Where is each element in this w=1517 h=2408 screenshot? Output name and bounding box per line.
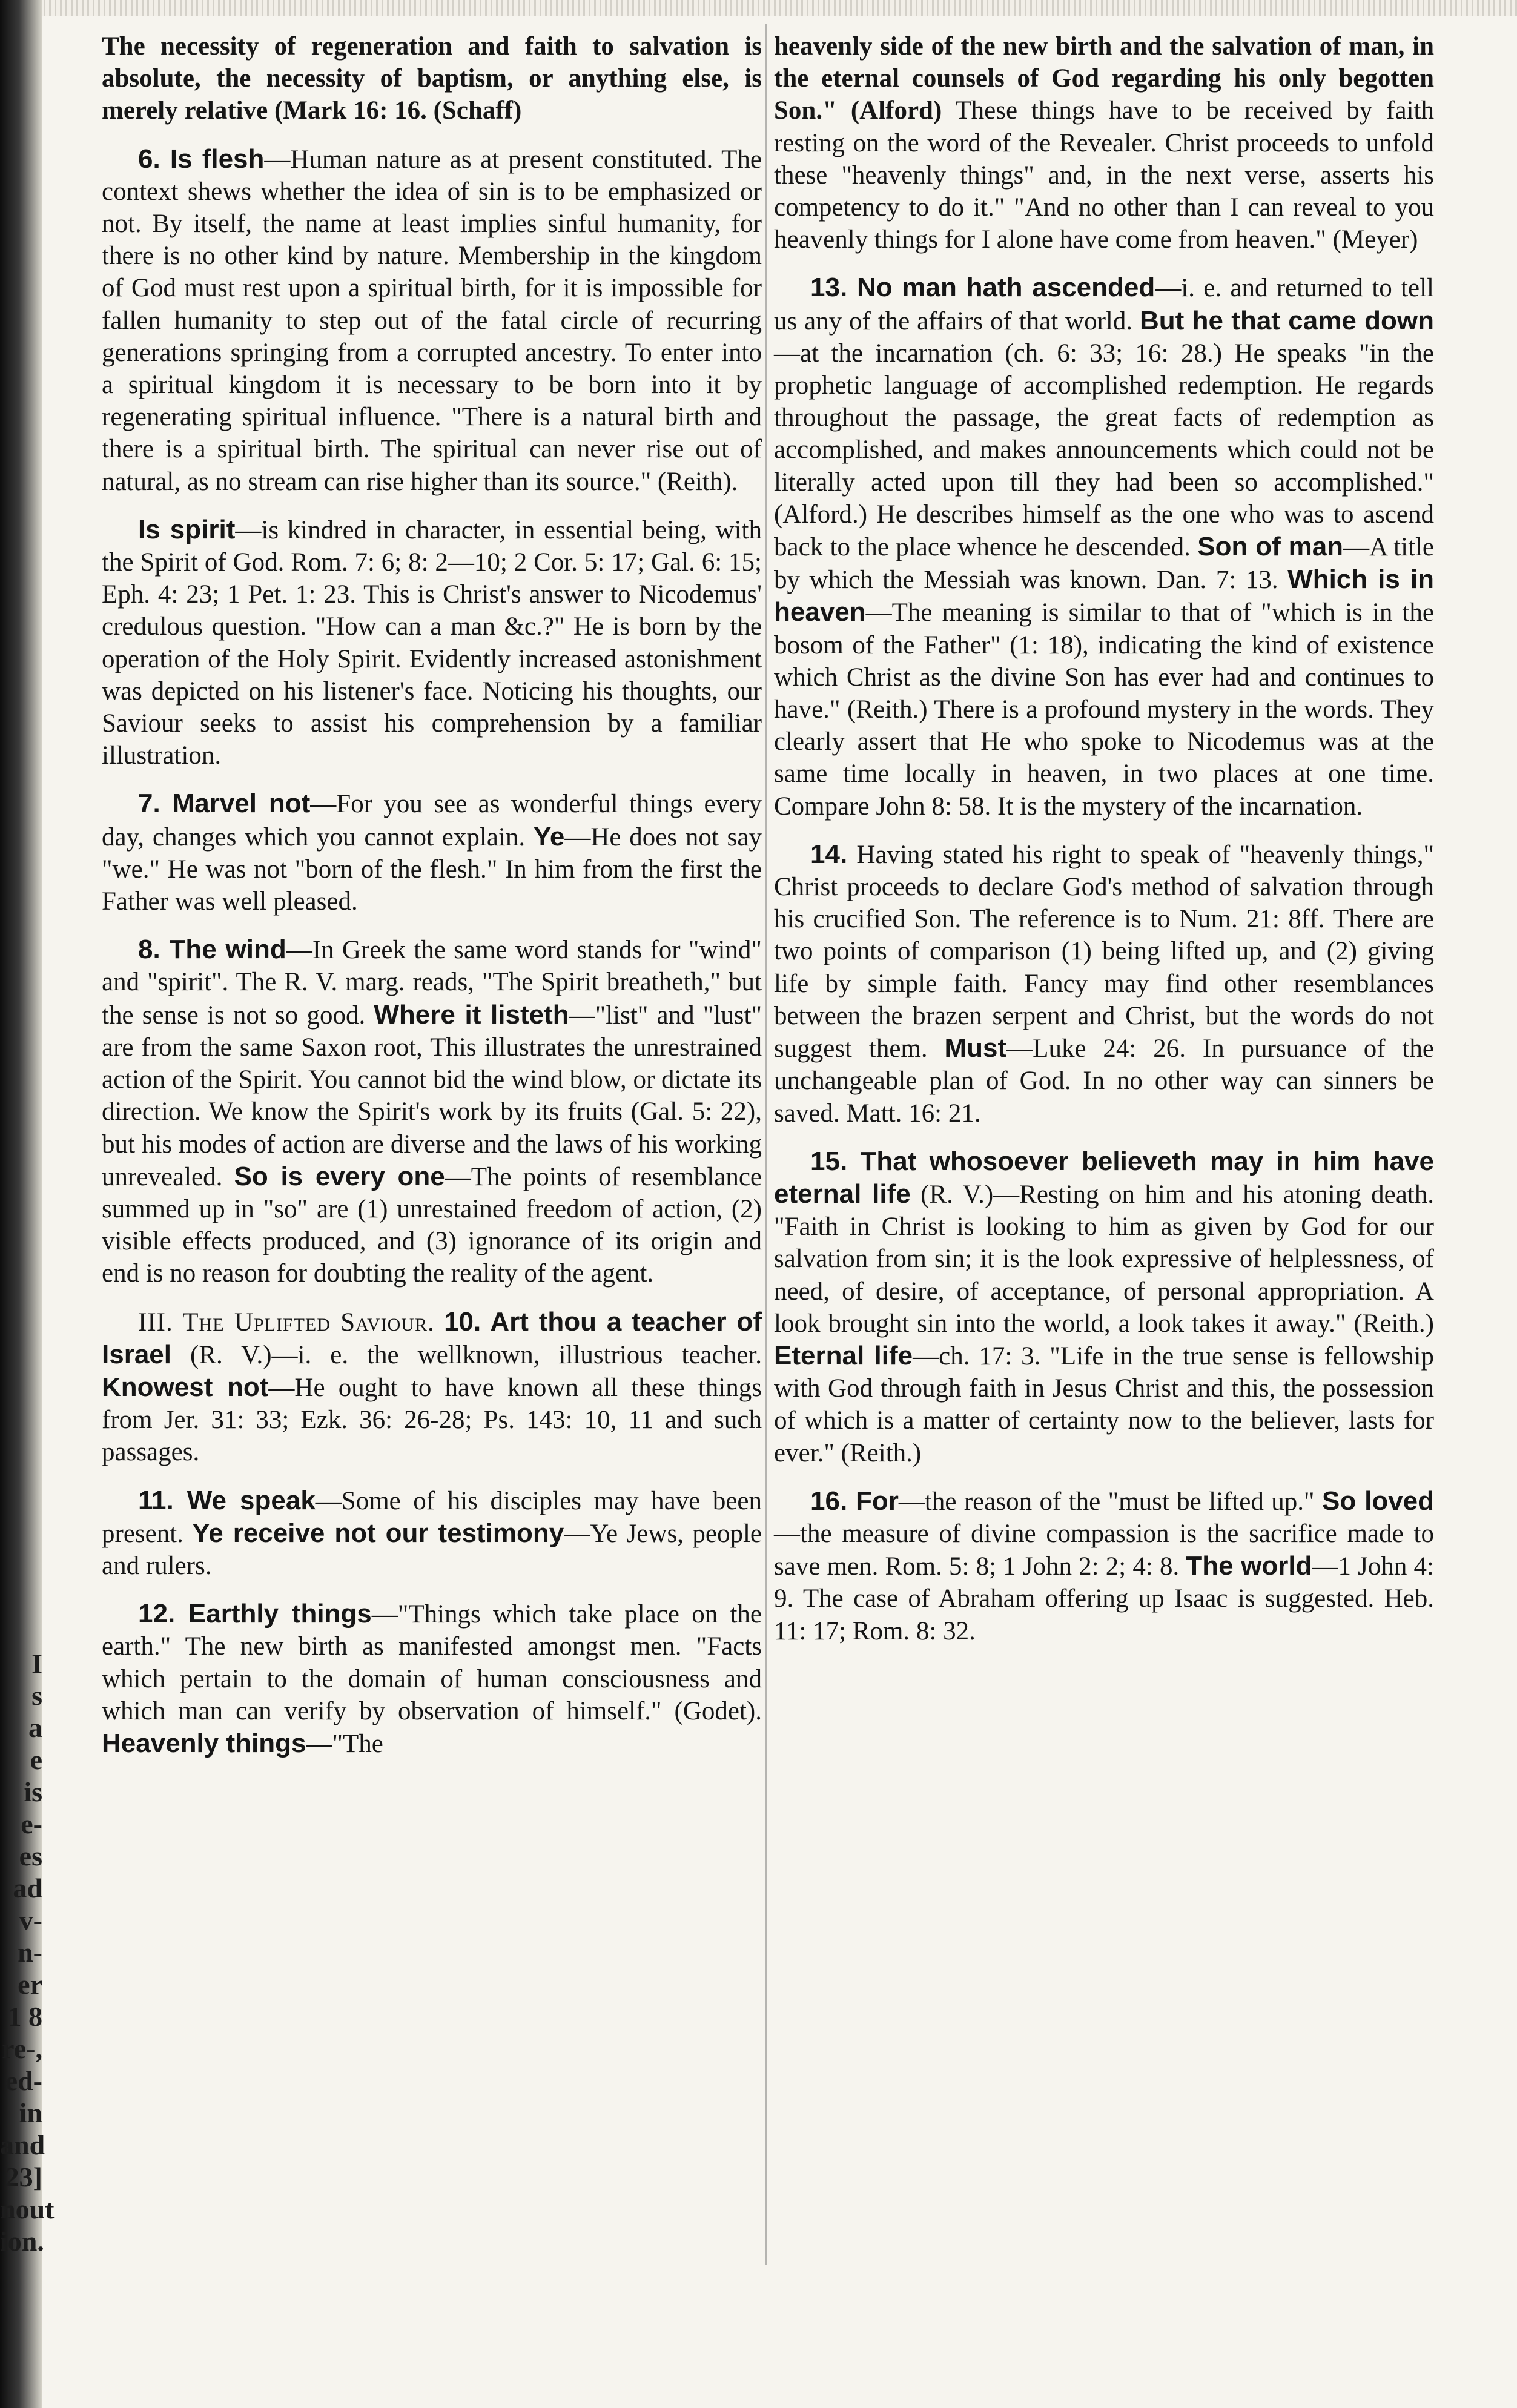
margin-fragment: 1 8 bbox=[7, 2001, 42, 2032]
margin-fragment: I bbox=[31, 1648, 42, 1679]
margin-fragment: ad bbox=[13, 1873, 42, 1904]
margin-fragment: e- bbox=[21, 1808, 42, 1839]
left-top-paragraph: The necessity of regeneration and faith to salvation is absolute, the necessity of baptism, or anything else, is merely relative (Mark 16: 16. (Schaff) bbox=[102, 32, 762, 125]
margin-fragment: n- bbox=[18, 1937, 42, 1968]
margin-fragment: in bbox=[19, 2097, 42, 2128]
right-column bbox=[774, 30, 1434, 1663]
margin-fragment: re-, bbox=[2, 2033, 42, 2064]
margin-fragment: s bbox=[31, 1680, 42, 1711]
entry-6: 6. Is flesh—Human nature as at present constituted. The context shews whether the idea of sin is to be emphasized or not. By itself, the name at least implies sinful humanity, for there is no other kind by nature. Membership in the kingdom of God must rest upon a spiritual birth, for it is impossible for fallen humanity to step out of the fatal circle of recurring generations springing from a corrupted ancestry. To enter into a spiritual kingdom it is necessary to be born into it by regenerating spiritual influence. "There is a natural birth and there is a spiritual birth. The spiritual can never rise out of natural, as no stream can rise higher than its source." (Reith). bbox=[102, 144, 762, 496]
margin-fragment: er bbox=[18, 1969, 42, 2000]
entry-14: 14. Having stated his right to speak of "heavenly things," Christ proceeds to declare God's method of salvation through his crucified Son. The reference is to Num. 21: 8ff. There are two points of comparison (1) being lifted up, and (2) giving life by simple faith. Fancy may find other resemblances between the brazen serpent and Christ, but the words do not suggest them. Must—Luke 24: 26. In pursuance of the unchangeable plan of God. In no other way can sinners be saved. Matt. 16: 21. bbox=[774, 839, 1435, 1128]
entry-15: 15. That whosoever believeth may in him have eternal life (R. V.)—Resting on him and his atoning death. "Faith in Christ is looking to him as given by God for our salvation from sin; it is the look expressive of helplessness, of need, of desire, of acceptance, of personal appropriation. A look brought sin into the world, a look takes it away." (Reith.) Eternal life—ch. 17: 3. "Life in the true sense is fellowship with God through faith in Jesus Christ and this, the possession of which is a matter of certainty now to the believer, lasts for ever." (Reith.) bbox=[774, 1146, 1435, 1467]
margin-fragment: es bbox=[19, 1841, 42, 1871]
margin-fragment: is bbox=[24, 1776, 42, 1807]
column-divider bbox=[765, 24, 767, 2265]
entry-7: 7. Marvel not—For you see as wonderful things every day, changes which you cannot explain. Ye—He does not say "we." He was not "born of the flesh." In him from the first the Father was well pleased. bbox=[102, 789, 762, 916]
entry-11: 11. We speak—Some of his disciples may have been present. Ye receive not our testimony—Ye Jews, people and rulers. bbox=[102, 1485, 762, 1580]
margin-fragment: 23] bbox=[5, 2162, 42, 2192]
entry-13: 13. No man hath ascended—i. e. and returned to tell us any of the affairs of that world. But he that came down—at the incarnation (ch. 6: 33; 16: 28.) He speaks "in the prophetic language of accomplished redemption. He regards throughout the passage, the great facts of redemption as accomplished, and makes announcements which could not be literally acted upon till they had been so accomplished." (Alford.) He describes himself as the one who was to ascend back to the place whence he descended. Son of man—A title by which the Messiah was known. Dan. 7: 13. Which is in heaven—The meaning is similar to that of "which is in the bosom of the Father" (1: 18), indicating the kind of existence which Christ as the divine Son has ever had and continues to have." (Reith.) There is a profound mystery in the words. They clearly assert that He who spoke to Nicodemus was at the same time locally in heaven, in two places at one time. Compare John 8: 58. It is the mystery of the incarnation. bbox=[774, 273, 1435, 821]
margin-fragment: ed- bbox=[5, 2065, 42, 2096]
entry-is-spirit: Is spirit—is kindred in character, in essential being, with the Spirit of God. Rom. 7: 6; 8: 2—10; 2 Cor. 5: 17; Gal. 6: 15; Eph. 4: 23; 1 Pet. 1: 23. This is Christ's answer to Nicodemus' credulous question. "How can a man &c.?" He is born by the operation of the Holy Spirit. Evidently increased astonishment was depicted on his listener's face. Noticing his thoughts, our Saviour seeks to assist his comprehension by a familiar illustration. bbox=[102, 514, 762, 770]
margin-fragment: and bbox=[0, 2129, 45, 2160]
margin-fragment: v- bbox=[19, 1905, 42, 1936]
margin-fragment: e bbox=[30, 1744, 42, 1775]
left-column bbox=[102, 30, 762, 1776]
right-top-paragraph: heavenly side of the new birth and the salvation of man, in the eternal counsels of God regarding his only begotten Son." (Alford) These things have to be received by faith resting on the word of the Revealer. Christ proceeds to unfold these "heavenly things" and, in the next verse, asserts his competency to do it." "And no other than I can reveal to you heavenly things for I alone have come from heaven." (Meyer) bbox=[774, 32, 1434, 254]
margin-fragments bbox=[0, 1647, 55, 2257]
entry-16: 16. For—the reason of the "must be lifted up." So loved—the measure of divine compassion is the sacrifice made to save men. Rom. 5: 8; 1 John 2: 2; 4: 8. The world—1 John 4: 9. The case of Abraham offering up Isaac is suggested. Heb. 11: 17; Rom. 8: 32. bbox=[774, 1486, 1435, 1646]
margin-fragment: ion. bbox=[0, 2226, 44, 2257]
scan-noise bbox=[0, 0, 1517, 16]
margin-fragment: nout bbox=[0, 2194, 55, 2224]
entry-8: 8. The wind—In Greek the same word stands for "wind" and "spirit". The R. V. marg. reads, "The Spirit breatheth," but the sense is not so good. Where it listeth—"list" and "lust" are from the same Saxon root, This illustrates the unrestrained action of the Spirit. You cannot bid the wind blow, or dictate its direction. We know the Spirit's work by its fruits (Gal. 5: 22), but his modes of action are diverse and the laws of his working unrevealed. So is every one—The points of resemblance summed up in "so" are (1) unrestained freedom of action, (2) visible effects produced, and (3) ignorance of its origin and end is no reason for doubting the reality of the agent. bbox=[102, 934, 762, 1288]
margin-fragment: a bbox=[28, 1712, 42, 1743]
section-uplifted-saviour: III. The Uplifted Saviour. 10. Art thou a teacher of Israel (R. V.)—i. e. the wellknown, illustrious teacher. Knowest not—He ought to have known all these things from Jer. 31: 33; Ezk. 36: 26-28; Ps. 143: 10, 11 and such passages. bbox=[102, 1306, 762, 1467]
entry-12: 12. Earthly things—"Things which take place on the earth." The new birth as manifested amongst men. "Facts which pertain to the domain of human consciousness and which man can verify by observation of himself." (Godet). Heavenly things—"The bbox=[102, 1599, 762, 1758]
